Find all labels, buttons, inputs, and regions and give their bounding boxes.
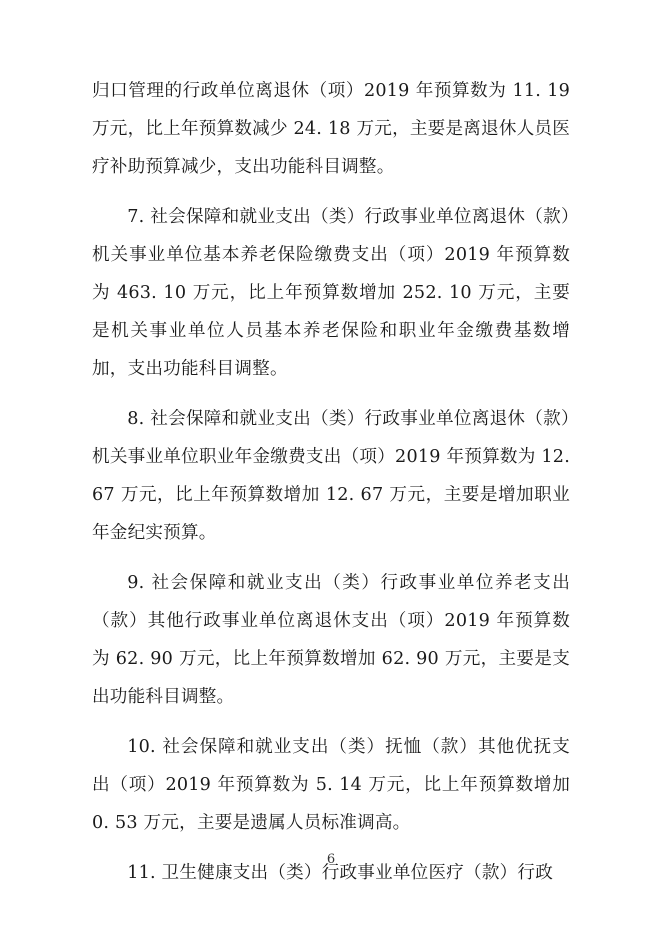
- paragraph: 9. 社会保障和就业支出（类）行政事业单位养老支出（款）其他行政事业单位离退休支出（项）2019 年预算数为 62. 90 万元，比上年预算数增加 62. 90 万元，主要是支出功能科目调整。: [92, 573, 570, 707]
- paragraph: 7. 社会保障和就业支出（类）行政事业单位离退休（款）机关事业单位基本养老保险缴费支出（项）2019 年预算数为 463. 10 万元，比上年预算数增加 252. 10 万元，主要是机关事业单位人员基本养老保险和职业年金缴费基数增加，支出功能科目调整。: [92, 207, 570, 379]
- paragraph: 8. 社会保障和就业支出（类）行政事业单位离退休（款）机关事业单位职业年金缴费支出（项）2019 年预算数为 12. 67 万元，比上年预算数增加 12. 67 万元，主要是增加职业年金纪实预算。: [92, 409, 570, 543]
- paragraph: 10. 社会保障和就业支出（类）抚恤（款）其他优抚支出（项）2019 年预算数为 5. 14 万元，比上年预算数增加 0. 53 万元，主要是遗属人员标准调高。: [92, 737, 570, 833]
- page-body: [92, 72, 570, 904]
- paragraph: 11. 卫生健康支出（类）行政事业单位医疗（款）行政: [127, 863, 554, 883]
- page-number: 6: [326, 852, 336, 867]
- paragraph: 归口管理的行政单位离退休（项）2019 年预算数为 11. 19 万元，比上年预算数减少 24. 18 万元，主要是离退休人员医疗补助预算减少，支出功能科目调整。: [92, 81, 571, 177]
